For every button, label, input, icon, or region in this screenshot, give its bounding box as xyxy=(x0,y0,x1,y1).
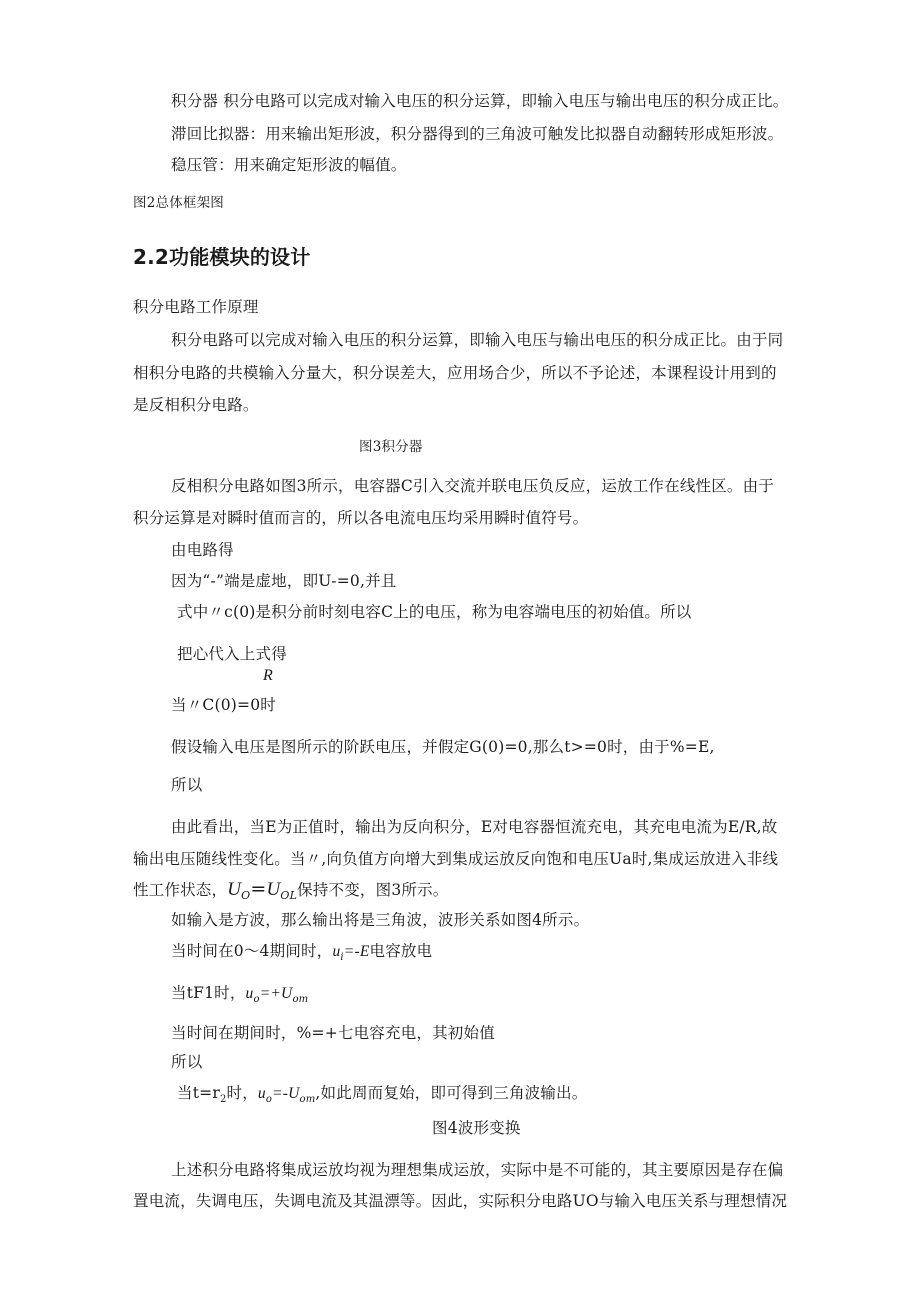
paragraph-line-with-formula: 当时间在0～4期间时，$u_i=-E$电容放电 xyxy=(171,942,433,964)
figure-caption-4: 图4波形变换 xyxy=(432,1119,521,1137)
paragraph-line: 由此看出，当E为正值时，输出为反向积分，E对电容器恒流充电，其充电电流为E/R,故 xyxy=(171,818,778,836)
paragraph-line: 因为“-”端是虚地，即U-=0,并且 xyxy=(171,572,397,590)
paragraph-line: 反相积分电路如图3所示，电容器C引入交流并联电压负反应，运放工作在线性区。由于 xyxy=(171,477,775,495)
paragraph-line: 如输入是方波，那么输出将是三角波，波形关系如图4所示。 xyxy=(171,911,590,929)
paragraph-line-with-formula: 当tF1时，$u_o=+U_{om}$ xyxy=(171,984,309,1006)
paragraph-line-zener: 稳压管：用来确定矩形波的幅值。 xyxy=(171,156,407,174)
paragraph-line: 相积分电路的共模输入分量大，积分误差大，应用场合少，所以不予论述，本课程设计用到的 xyxy=(133,364,777,382)
figure-caption-2: 图2总体框架图 xyxy=(133,195,224,211)
paragraph-line-comparator: 滞回比拟器：用来输出矩形波，积分器得到的三角波可触发比拟器自动翻转形成矩形波。 xyxy=(171,125,784,143)
paragraph-line: 式中〃c(0)是积分前时刻电容C上的电压，称为电容端电压的初始值。所以 xyxy=(177,603,692,621)
paragraph-line: 是反相积分电路。 xyxy=(133,396,259,414)
paragraph-line: 由电路得 xyxy=(171,541,234,559)
paragraph-line: 所以 xyxy=(171,776,203,794)
paragraph-line: 上述积分电路将集成运放均视为理想集成运放，实际中是不可能的，其主要原因是存在偏 xyxy=(171,1161,784,1179)
figure-caption-3: 图3积分器 xyxy=(359,439,423,455)
paragraph-line-with-formula: 性工作状态，$U_O=U_{OL}$保持不变，图3所示。 xyxy=(133,878,449,903)
paragraph-line-integrator: 积分器 积分电路可以完成对输入电压的积分运算，即输入电压与输出电压的积分成正比。 xyxy=(171,92,789,110)
subsection-title: 积分电路工作原理 xyxy=(133,298,259,316)
paragraph-line-with-formula: 当$t=r_2$时，$u_o=-U_{om}$,如此周而复始，即可得到三角波输出。 xyxy=(177,1084,588,1106)
paragraph-line: 积分运算是对瞬时值而言的，所以各电流电压均采用瞬时值符号。 xyxy=(133,509,589,527)
section-heading: 2.2功能模块的设计 xyxy=(133,245,311,269)
paragraph-line: 假设输入电压是图所示的阶跃电压，并假定G(0)=0,那么t>=0时，由于%=E, xyxy=(171,738,715,756)
paragraph-line: 把心代入上式得 xyxy=(177,645,287,663)
paragraph-line: 输出电压随线性变化。当〃,向负值方向增大到集成运放反向饱和电压Ua时,集成运放进入非线 xyxy=(133,850,779,868)
paragraph-line: 当〃C(0)=0时 xyxy=(171,696,276,714)
paragraph-line: 积分电路可以完成对输入电压的积分运算，即输入电压与输出电压的积分成正比。由于同 xyxy=(171,331,784,349)
paragraph-line: 所以 xyxy=(171,1053,203,1071)
paragraph-line: 置电流，失调电压，失调电流及其温漂等。因此，实际积分电路UO与输入电压关系与理想情况 xyxy=(133,1192,788,1210)
paragraph-line: 当时间在期间时，%=+七电容充电，其初始值 xyxy=(171,1024,495,1042)
formula-fragment-r: R xyxy=(263,667,273,684)
